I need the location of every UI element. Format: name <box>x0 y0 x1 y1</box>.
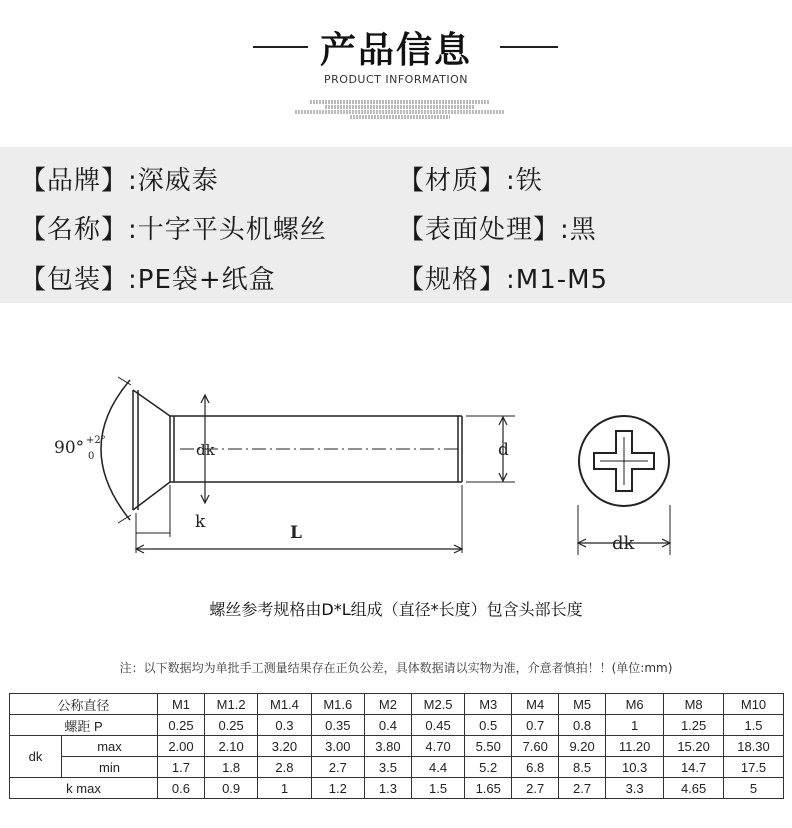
size-cell: M1.2 <box>204 694 257 715</box>
dk-min-cell: 6.8 <box>512 757 559 778</box>
pitch-cell: 1.5 <box>724 715 784 736</box>
k-max-cell: 1.5 <box>411 778 464 799</box>
pitch-cell: 0.35 <box>311 715 364 736</box>
measurement-note: 注：以下数据均为单批手工测量结果存在正负公差，具体数据请以实物为准，介意者慎拍！！(单位:mm) <box>119 661 673 675</box>
dk-min-cell: 1.7 <box>158 757 205 778</box>
diameter-label: d <box>498 440 509 460</box>
table-row-dk-max <box>10 736 784 757</box>
dk-max-cell: 3.00 <box>311 736 364 757</box>
dk-shank-label: dk <box>196 441 215 459</box>
dk-min-cell: 4.4 <box>411 757 464 778</box>
pitch-cell: 0.4 <box>364 715 411 736</box>
info-name: 【名称】:十字平头机螺丝 <box>20 215 327 245</box>
angle-tolerance-top: +2° <box>86 435 106 446</box>
size-cell: M10 <box>724 694 784 715</box>
head-diameter-label: dk <box>612 533 635 554</box>
dk-max-cell: 2.10 <box>204 736 257 757</box>
pitch-cell: 0.25 <box>158 715 205 736</box>
size-cell: M1.6 <box>311 694 364 715</box>
k-max-cell: 1.3 <box>364 778 411 799</box>
page-title: 产品信息 <box>319 30 472 71</box>
k-max-cell: 1.2 <box>311 778 364 799</box>
pitch-cell: 0.8 <box>559 715 606 736</box>
spec-table <box>9 693 784 799</box>
size-cell: M8 <box>664 694 724 715</box>
dk-min-cell: 17.5 <box>724 757 784 778</box>
table-row-k-max <box>10 778 784 799</box>
table-row-dk-min <box>10 757 784 778</box>
size-cell: M5 <box>559 694 606 715</box>
max-label-cell: max <box>62 736 158 757</box>
screw-head <box>133 390 170 510</box>
info-brand: 【品牌】:深威泰 <box>20 166 219 196</box>
k-max-cell: 0.9 <box>204 778 257 799</box>
pitch-cell: 0.3 <box>258 715 311 736</box>
k-label: k <box>195 512 206 532</box>
dk-max-cell: 11.20 <box>606 736 664 757</box>
dk-label-cell: dk <box>10 736 62 778</box>
dk-min-cell: 10.3 <box>606 757 664 778</box>
page-subtitle: PRODUCT INFORMATION <box>324 73 468 86</box>
screw-technical-drawing <box>0 325 792 575</box>
dk-min-cell: 8.5 <box>559 757 606 778</box>
info-package: 【包装】:PE袋+纸盒 <box>20 265 276 295</box>
pitch-cell: 0.25 <box>204 715 257 736</box>
size-cell: M3 <box>465 694 512 715</box>
dk-max-cell: 2.00 <box>158 736 205 757</box>
min-label-cell: min <box>62 757 158 778</box>
pitch-cell: 1.25 <box>664 715 724 736</box>
size-cell: M2 <box>364 694 411 715</box>
dk-max-cell: 7.60 <box>512 736 559 757</box>
k-max-cell: 2.7 <box>559 778 606 799</box>
angle-tolerance-bottom: 0 <box>88 451 95 462</box>
size-cell: M1 <box>158 694 205 715</box>
dk-max-cell: 4.70 <box>411 736 464 757</box>
dk-max-cell: 3.20 <box>258 736 311 757</box>
dk-min-cell: 1.8 <box>204 757 257 778</box>
header-cell: 公称直径 <box>10 694 158 715</box>
angle-arc <box>101 380 130 520</box>
k-max-cell: 1.65 <box>465 778 512 799</box>
dk-max-cell: 3.80 <box>364 736 411 757</box>
k-max-cell: 3.3 <box>606 778 664 799</box>
dk-max-cell: 15.20 <box>664 736 724 757</box>
size-cell: M1.4 <box>258 694 311 715</box>
dk-max-cell: 9.20 <box>559 736 606 757</box>
pitch-cell: 0.7 <box>512 715 559 736</box>
size-cell: M6 <box>606 694 664 715</box>
dk-max-cell: 5.50 <box>465 736 512 757</box>
pitch-cell: 0.5 <box>465 715 512 736</box>
header-right-line <box>500 46 558 48</box>
decorative-fine-print <box>280 100 520 120</box>
dk-min-cell: 3.5 <box>364 757 411 778</box>
k-max-cell: 5 <box>724 778 784 799</box>
dk-min-cell: 2.8 <box>258 757 311 778</box>
k-max-label-cell: k max <box>10 778 158 799</box>
length-label: L <box>290 523 302 543</box>
spec-caption: 螺丝参考规格由D*L组成（直径*长度）包含头部长度 <box>209 600 583 619</box>
table-row-pitch <box>10 715 784 736</box>
info-spec: 【规格】:M1-M5 <box>398 265 609 295</box>
table-row-sizes <box>10 694 784 715</box>
product-info-panel <box>0 147 792 303</box>
pitch-cell: 1 <box>606 715 664 736</box>
info-surface: 【表面处理】:黑 <box>398 215 597 245</box>
pitch-label-cell: 螺距 P <box>10 715 158 736</box>
angle-label: 90° <box>54 438 85 458</box>
dk-min-cell: 14.7 <box>664 757 724 778</box>
k-max-cell: 4.65 <box>664 778 724 799</box>
size-cell: M4 <box>512 694 559 715</box>
k-max-cell: 0.6 <box>158 778 205 799</box>
info-material: 【材质】:铁 <box>398 166 543 196</box>
pitch-cell: 0.45 <box>411 715 464 736</box>
dk-min-cell: 5.2 <box>465 757 512 778</box>
dk-max-cell: 18.30 <box>724 736 784 757</box>
size-cell: M2.5 <box>411 694 464 715</box>
k-max-cell: 2.7 <box>512 778 559 799</box>
dk-min-cell: 2.7 <box>311 757 364 778</box>
k-max-cell: 1 <box>258 778 311 799</box>
